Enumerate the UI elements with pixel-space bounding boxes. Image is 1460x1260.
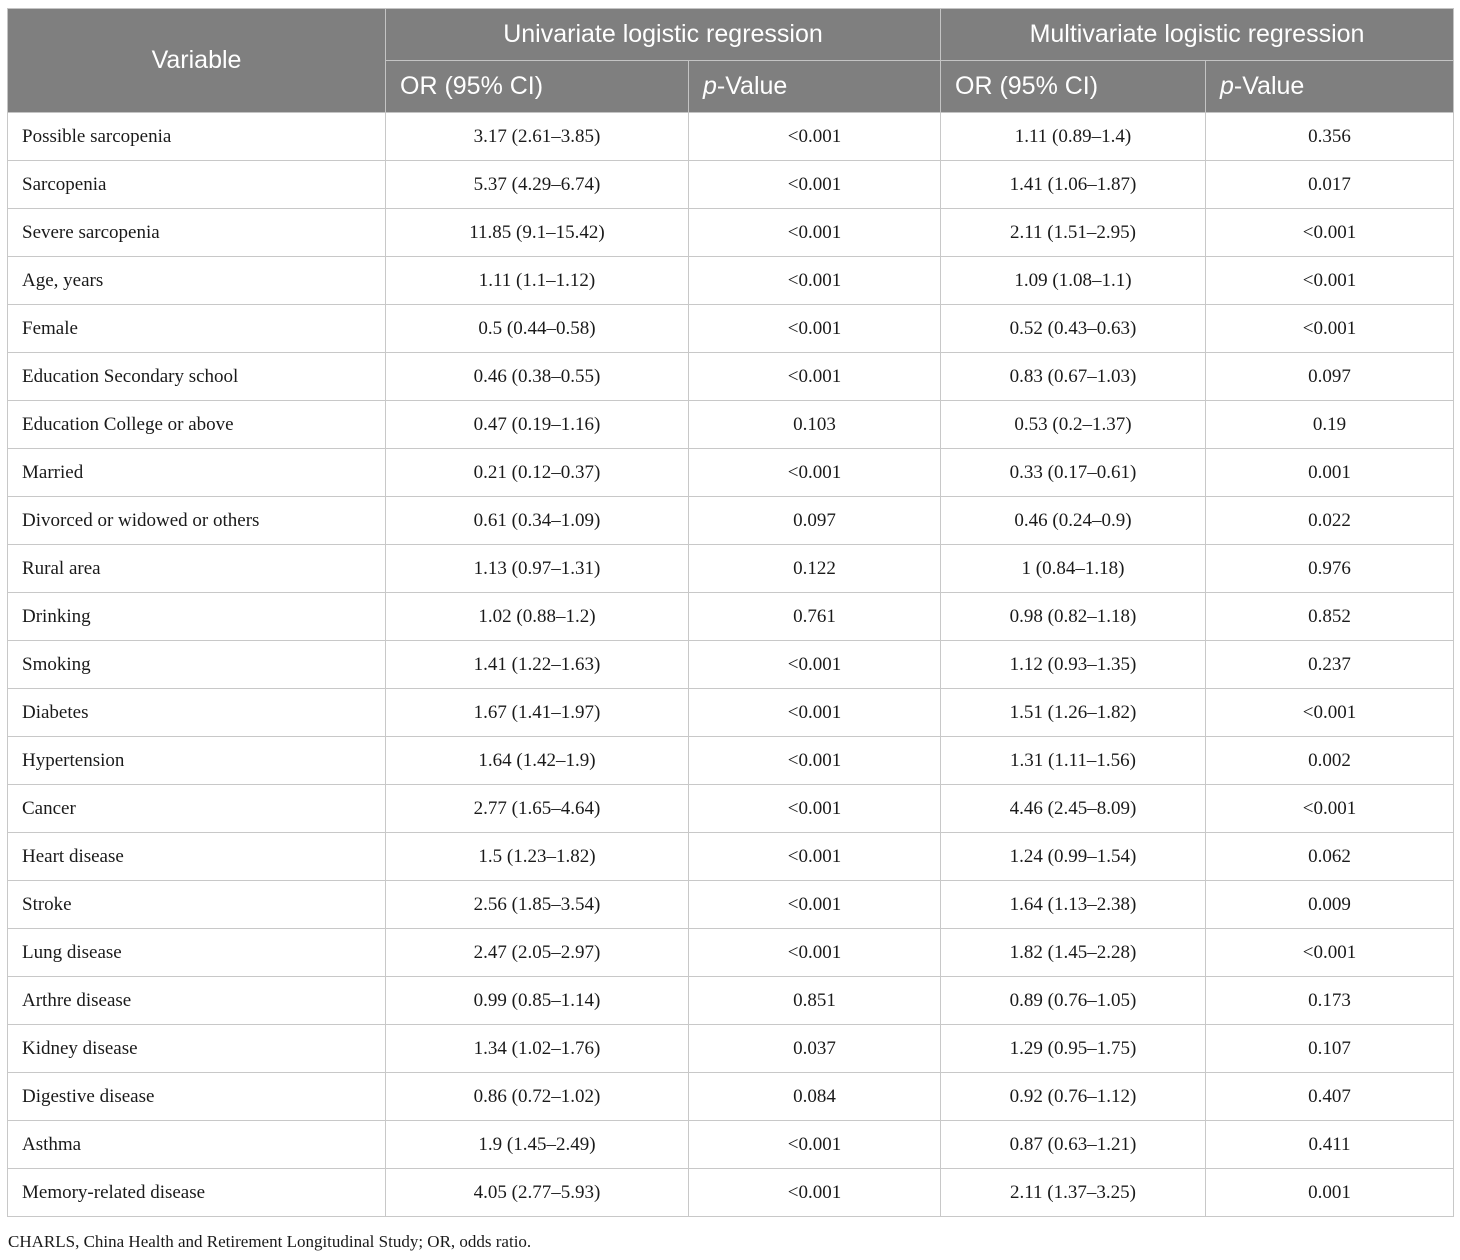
univariate-or-cell: 5.37 (4.29–6.74) <box>386 161 689 209</box>
univariate-p-cell: <0.001 <box>689 449 941 497</box>
variable-cell: Kidney disease <box>8 1025 386 1073</box>
table-row <box>8 1073 1454 1121</box>
univariate-p-cell: <0.001 <box>689 929 941 977</box>
multivariate-or-cell: 2.11 (1.37–3.25) <box>941 1169 1206 1217</box>
univariate-p-cell: 0.761 <box>689 593 941 641</box>
table-row <box>8 737 1454 785</box>
multivariate-or-header: OR (95% CI) <box>941 61 1206 113</box>
multivariate-p-cell: 0.356 <box>1206 113 1454 161</box>
univariate-p-cell: 0.122 <box>689 545 941 593</box>
multivariate-p-header: p-Value <box>1206 61 1454 113</box>
variable-column-header: Variable <box>8 9 386 113</box>
multivariate-or-cell: 0.98 (0.82–1.18) <box>941 593 1206 641</box>
univariate-p-cell: <0.001 <box>689 209 941 257</box>
univariate-or-cell: 1.02 (0.88–1.2) <box>386 593 689 641</box>
univariate-or-cell: 1.5 (1.23–1.82) <box>386 833 689 881</box>
multivariate-p-cell: <0.001 <box>1206 929 1454 977</box>
multivariate-p-cell: 0.173 <box>1206 977 1454 1025</box>
multivariate-p-cell: 0.009 <box>1206 881 1454 929</box>
table-row <box>8 785 1454 833</box>
multivariate-p-cell: 0.022 <box>1206 497 1454 545</box>
multivariate-p-cell: <0.001 <box>1206 257 1454 305</box>
multivariate-or-cell: 1.29 (0.95–1.75) <box>941 1025 1206 1073</box>
univariate-or-cell: 0.99 (0.85–1.14) <box>386 977 689 1025</box>
table-row <box>8 209 1454 257</box>
univariate-p-cell: <0.001 <box>689 1121 941 1169</box>
table-row <box>8 833 1454 881</box>
table-row <box>8 929 1454 977</box>
multivariate-p-cell: 0.411 <box>1206 1121 1454 1169</box>
multivariate-or-cell: 0.92 (0.76–1.12) <box>941 1073 1206 1121</box>
univariate-p-cell: <0.001 <box>689 689 941 737</box>
multivariate-p-cell: 0.237 <box>1206 641 1454 689</box>
univariate-or-cell: 0.86 (0.72–1.02) <box>386 1073 689 1121</box>
univariate-p-cell: <0.001 <box>689 353 941 401</box>
table-row <box>8 641 1454 689</box>
variable-cell: Female <box>8 305 386 353</box>
variable-cell: Lung disease <box>8 929 386 977</box>
multivariate-p-cell: 0.017 <box>1206 161 1454 209</box>
regression-table <box>7 8 1454 1217</box>
variable-cell: Heart disease <box>8 833 386 881</box>
variable-cell: Hypertension <box>8 737 386 785</box>
univariate-p-cell: <0.001 <box>689 737 941 785</box>
table-row <box>8 881 1454 929</box>
univariate-or-header: OR (95% CI) <box>386 61 689 113</box>
variable-cell: Cancer <box>8 785 386 833</box>
multivariate-or-cell: 1 (0.84–1.18) <box>941 545 1206 593</box>
univariate-p-cell: 0.097 <box>689 497 941 545</box>
multivariate-p-cell: <0.001 <box>1206 785 1454 833</box>
multivariate-or-cell: 1.11 (0.89–1.4) <box>941 113 1206 161</box>
table-row <box>8 305 1454 353</box>
univariate-or-cell: 3.17 (2.61–3.85) <box>386 113 689 161</box>
univariate-or-cell: 1.41 (1.22–1.63) <box>386 641 689 689</box>
table-header <box>8 9 1454 113</box>
multivariate-p-cell: <0.001 <box>1206 305 1454 353</box>
univariate-or-cell: 1.9 (1.45–2.49) <box>386 1121 689 1169</box>
univariate-p-cell: <0.001 <box>689 881 941 929</box>
univariate-or-cell: 2.56 (1.85–3.54) <box>386 881 689 929</box>
univariate-p-cell: <0.001 <box>689 641 941 689</box>
univariate-or-cell: 1.67 (1.41–1.97) <box>386 689 689 737</box>
univariate-or-cell: 1.11 (1.1–1.12) <box>386 257 689 305</box>
multivariate-or-cell: 1.31 (1.11–1.56) <box>941 737 1206 785</box>
multivariate-p-cell: <0.001 <box>1206 689 1454 737</box>
multivariate-or-cell: 0.33 (0.17–0.61) <box>941 449 1206 497</box>
univariate-p-cell: <0.001 <box>689 113 941 161</box>
variable-cell: Sarcopenia <box>8 161 386 209</box>
univariate-or-cell: 11.85 (9.1–15.42) <box>386 209 689 257</box>
table-row <box>8 1121 1454 1169</box>
table-row <box>8 497 1454 545</box>
univariate-or-cell: 0.47 (0.19–1.16) <box>386 401 689 449</box>
variable-cell: Possible sarcopenia <box>8 113 386 161</box>
variable-cell: Memory-related disease <box>8 1169 386 1217</box>
multivariate-or-cell: 2.11 (1.51–2.95) <box>941 209 1206 257</box>
multivariate-p-cell: 0.062 <box>1206 833 1454 881</box>
table-row <box>8 977 1454 1025</box>
univariate-p-cell: <0.001 <box>689 257 941 305</box>
univariate-p-cell: 0.084 <box>689 1073 941 1121</box>
univariate-or-cell: 1.64 (1.42–1.9) <box>386 737 689 785</box>
multivariate-or-cell: 1.09 (1.08–1.1) <box>941 257 1206 305</box>
multivariate-or-cell: 1.41 (1.06–1.87) <box>941 161 1206 209</box>
multivariate-p-cell: <0.001 <box>1206 209 1454 257</box>
univariate-group-header: Univariate logistic regression <box>386 9 941 61</box>
variable-cell: Drinking <box>8 593 386 641</box>
multivariate-or-cell: 1.82 (1.45–2.28) <box>941 929 1206 977</box>
multivariate-or-cell: 0.46 (0.24–0.9) <box>941 497 1206 545</box>
univariate-p-cell: <0.001 <box>689 161 941 209</box>
table-body <box>8 113 1454 1217</box>
table-footnote: CHARLS, China Health and Retirement Longitudinal Study; OR, odds ratio. <box>8 1232 532 1251</box>
univariate-or-cell: 1.34 (1.02–1.76) <box>386 1025 689 1073</box>
multivariate-or-cell: 0.52 (0.43–0.63) <box>941 305 1206 353</box>
variable-cell: Rural area <box>8 545 386 593</box>
multivariate-or-cell: 4.46 (2.45–8.09) <box>941 785 1206 833</box>
multivariate-p-cell: 0.852 <box>1206 593 1454 641</box>
multivariate-p-cell: 0.107 <box>1206 1025 1454 1073</box>
table-row <box>8 449 1454 497</box>
table-row <box>8 1025 1454 1073</box>
multivariate-p-cell: 0.002 <box>1206 737 1454 785</box>
variable-cell: Digestive disease <box>8 1073 386 1121</box>
multivariate-or-cell: 1.64 (1.13–2.38) <box>941 881 1206 929</box>
multivariate-or-cell: 1.24 (0.99–1.54) <box>941 833 1206 881</box>
univariate-p-cell: 0.103 <box>689 401 941 449</box>
variable-cell: Education Secondary school <box>8 353 386 401</box>
univariate-p-cell: <0.001 <box>689 1169 941 1217</box>
univariate-p-cell: <0.001 <box>689 833 941 881</box>
univariate-or-cell: 0.46 (0.38–0.55) <box>386 353 689 401</box>
multivariate-or-cell: 0.83 (0.67–1.03) <box>941 353 1206 401</box>
variable-cell: Arthre disease <box>8 977 386 1025</box>
variable-cell: Asthma <box>8 1121 386 1169</box>
variable-cell: Diabetes <box>8 689 386 737</box>
table-row <box>8 545 1454 593</box>
multivariate-or-cell: 0.87 (0.63–1.21) <box>941 1121 1206 1169</box>
univariate-or-cell: 0.21 (0.12–0.37) <box>386 449 689 497</box>
variable-cell: Education College or above <box>8 401 386 449</box>
multivariate-group-header: Multivariate logistic regression <box>941 9 1454 61</box>
multivariate-or-cell: 1.51 (1.26–1.82) <box>941 689 1206 737</box>
univariate-or-cell: 2.77 (1.65–4.64) <box>386 785 689 833</box>
variable-cell: Married <box>8 449 386 497</box>
univariate-or-cell: 1.13 (0.97–1.31) <box>386 545 689 593</box>
multivariate-p-cell: 0.097 <box>1206 353 1454 401</box>
table-row <box>8 257 1454 305</box>
univariate-or-cell: 2.47 (2.05–2.97) <box>386 929 689 977</box>
univariate-or-cell: 0.61 (0.34–1.09) <box>386 497 689 545</box>
table-row <box>8 113 1454 161</box>
variable-cell: Severe sarcopenia <box>8 209 386 257</box>
univariate-p-header: p-Value <box>689 61 941 113</box>
table-row <box>8 689 1454 737</box>
table-row <box>8 401 1454 449</box>
multivariate-p-cell: 0.001 <box>1206 1169 1454 1217</box>
table-row <box>8 1169 1454 1217</box>
table-row <box>8 161 1454 209</box>
univariate-p-cell: 0.037 <box>689 1025 941 1073</box>
variable-cell: Stroke <box>8 881 386 929</box>
multivariate-p-cell: 0.407 <box>1206 1073 1454 1121</box>
variable-cell: Smoking <box>8 641 386 689</box>
multivariate-p-cell: 0.19 <box>1206 401 1454 449</box>
multivariate-p-cell: 0.976 <box>1206 545 1454 593</box>
multivariate-or-cell: 1.12 (0.93–1.35) <box>941 641 1206 689</box>
table-row <box>8 353 1454 401</box>
univariate-p-cell: <0.001 <box>689 305 941 353</box>
univariate-p-cell: 0.851 <box>689 977 941 1025</box>
univariate-or-cell: 0.5 (0.44–0.58) <box>386 305 689 353</box>
variable-cell: Divorced or widowed or others <box>8 497 386 545</box>
variable-cell: Age, years <box>8 257 386 305</box>
multivariate-p-cell: 0.001 <box>1206 449 1454 497</box>
univariate-p-cell: <0.001 <box>689 785 941 833</box>
table-row <box>8 593 1454 641</box>
multivariate-or-cell: 0.53 (0.2–1.37) <box>941 401 1206 449</box>
multivariate-or-cell: 0.89 (0.76–1.05) <box>941 977 1206 1025</box>
univariate-or-cell: 4.05 (2.77–5.93) <box>386 1169 689 1217</box>
